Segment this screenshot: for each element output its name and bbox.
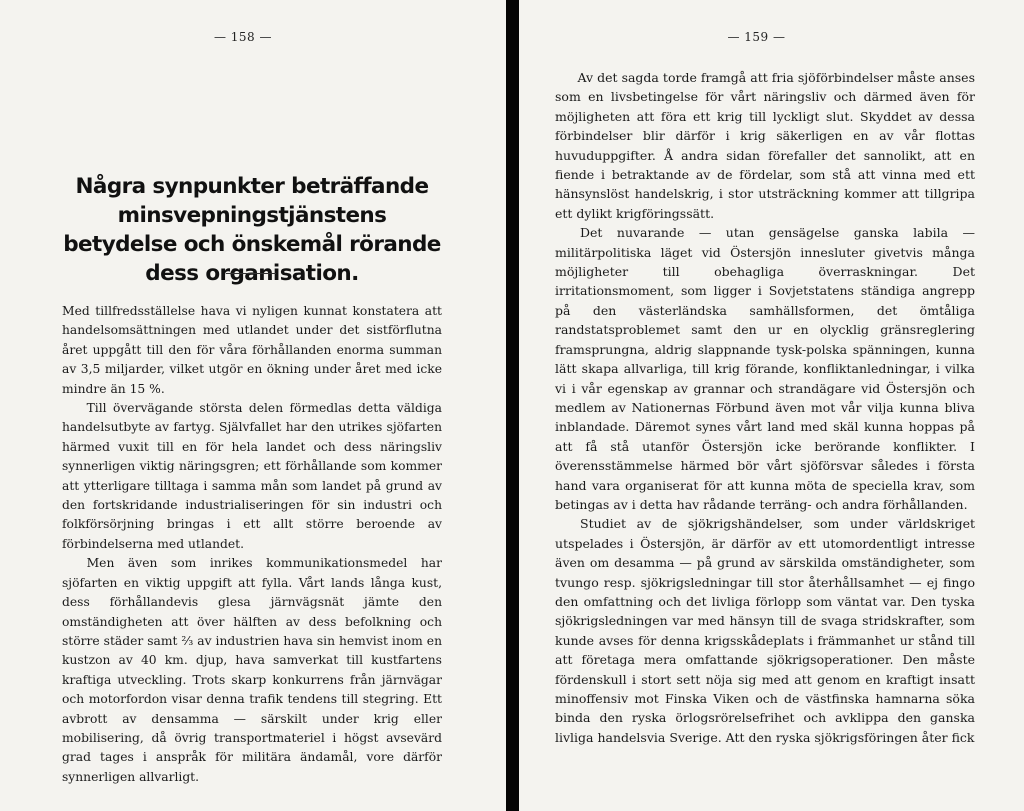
body-text [555,68,975,747]
article-title: Några synpunkter beträffande minsvepningstjänstens betydelse och önskemål rörande dess organisation. [63,174,441,286]
paragraph: Men även som inrikes kommunikationsmedel har sjöfarten en viktig uppgift att fylla. Vårt lands långa kust, dess förhållandevis glesa järnvägsnät jämte den omständigheten att över hälften av dess befolkning och större städer samt ⅔ av industrien hava sin hemvist inom en kustzon av 40 km. djup, hava samverkat till kustfartens kraftiga utveckling. Trots skarp konkurrens från järnvägar och motorfordon visar denna trafik tendens till stegring. Ett avbrott av densamma — särskilt under krig eller mobilisering, då övrig transportmateriel i högst avsevärd grad tages i anspråk för militära ändamål, vore därför synnerligen allvarligt. [62,556,442,784]
book-gutter [506,0,519,811]
title-divider [226,273,276,274]
paragraph: Av det sagda torde framgå att fria sjöförbindelser måste anses som en livsbetingelse för vårt näringsliv och därmed även för möjligheten att föra ett krig till lyckligt slut. Skyddet av dessa förbindelser blir därför i krig säkerligen en av vår flottas huvuduppgifter. Å andra sidan förefaller det sannolikt, att en fiende i betraktande av de fördelar, som stå att vinna med ett hänsynslöst handelskrig, i stor utsträckning kommer att tillgripa ett dylikt krigföringssätt. [555,70,975,221]
page-number: — 158 — [213,30,273,44]
paragraph: Med tillfredsställelse hava vi nyligen kunnat konstatera att handelsomsättningen med utlandet under det sistförflutna året uppgått till den för våra förhållanden enorma summan av 3,5 miljarder, vilket utgör en ökning under året med icke mindre än 15 %. [62,304,442,396]
paragraph: Det nuvarande — utan gensägelse ganska labila — militärpolitiska läget vid Östersjön innesluter givetvis många möjligheter till obehagliga överraskningar. Det irritationsmoment, som ligger i Sovjetstatens ständiga angrepp på den västerländska samhällsformen, det ömtåliga randstatsproblemet samt den ur en olycklig gränsreglering framsprungna, aldrig slappnande tysk-polska spänningen, kunna lätt skapa allvarliga, till krig förande, konfliktanledningar, i vilka vi i vår egenskap av grannar och strandägare vid Östersjön och medlem av Nationernas Förbund även mot vår vilja kunna bliva inblandade. Däremot synes vårt land med skäl kunna hoppas på att få stå utanför Östersjön icke berörande konflikter. I överensstämmelse härmed bör vårt sjöförsvar således i första hand vara organiserat för att kunna möta de speciella krav, som betingas av i detta hav rådande terräng- och andra förhållanden. [555,225,975,512]
paragraph: Till övervägande största delen förmedlas detta väldiga handelsutbyte av fartyg. Självfallet har den utrikes sjöfarten härmed vuxit till en för hela landet och dess näringsliv synnerligen viktig näringsgren; ett förhållande som kommer att ytterligare tilltaga i samma mån som landet på grund av den fortskridande industrialiseringen för sin industri och folkförsörjning bringas i ett allt större beroende av förbindelserna med utlandet. [62,401,442,551]
left-page [0,0,506,811]
paragraph: Studiet av de sjökrigshändelser, som under världskriget utspelades i Östersjön, är därför av ett utomordentligt intresse även om desamma — på grund av särskilda omständigheter, som tvungo resp. sjökrigsledningar till stor återhållsamhet — ej fingo den omfattning och det livliga förlopp som väntat var. Den tyska sjökrigsledningen var med hänsyn till de svaga stridskrafter, som kunde avses för denna krigsskådeplats i främmanhet ur stånd till att företaga mera omfattande sjökrigsoperationer. Den måste fördenskull i stort sett nöja sig med att genom en kraftigt insatt minoffensiv mot Finska Viken och de västfinska hamnarna söka binda den ryska örlogsrörelsefrihet och avklippa den ganska livliga handelsvia Sverige. Att den ryska sjökrigsföringen åter fick [555,516,975,745]
right-page [519,0,1024,811]
body-text [62,302,442,787]
page-number: — 159 — [727,30,786,44]
